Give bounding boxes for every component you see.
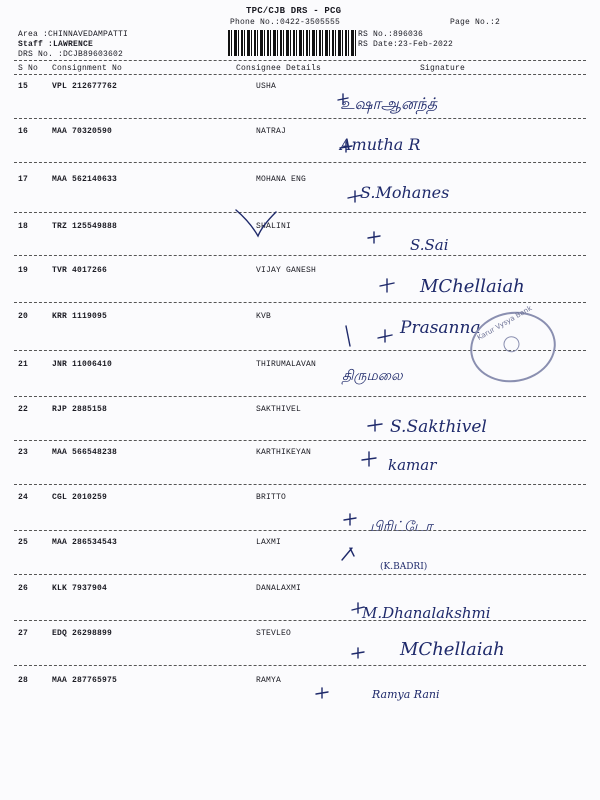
row-sno: 21 xyxy=(18,360,29,369)
row-consignee: KVB xyxy=(256,312,272,321)
row-consignment: MAA 562140633 xyxy=(52,175,118,184)
row-consignee: USHA xyxy=(256,82,277,91)
stamp-text: Karur Vysya Bank xyxy=(475,304,534,343)
signature-mark: Amutha R xyxy=(340,135,421,154)
row-consignment: JNR 11006410 xyxy=(52,360,113,369)
rs-number: RS No.:896036 xyxy=(358,30,424,39)
row-consignment: VPL 212677762 xyxy=(52,82,118,91)
tick-mark xyxy=(362,452,376,466)
column-sno: S No xyxy=(18,64,39,73)
row-consignment: TRZ 125549888 xyxy=(52,222,118,231)
row-sno: 15 xyxy=(18,82,29,91)
row-consignee: SHALINI xyxy=(256,222,292,231)
row-sno: 17 xyxy=(18,175,29,184)
signature-mark: M.Dhanalakshmi xyxy=(362,604,491,622)
column-consignment: Consignment No xyxy=(52,64,123,73)
document-title: TPC/CJB DRS - PCG xyxy=(246,6,342,16)
row-consignee: THIRUMALAVAN xyxy=(256,360,317,369)
row-consignee: VIJAY GANESH xyxy=(256,266,317,275)
signature-mark: Ramya Rani xyxy=(372,688,440,701)
row-consignment: MAA 566548238 xyxy=(52,448,118,457)
tick-mark xyxy=(352,603,364,613)
row-consignee: STEVLEO xyxy=(256,629,292,638)
row-sno: 27 xyxy=(18,629,29,638)
row-consignee: SAKTHIVEL xyxy=(256,405,302,414)
signature-mark: MChellaiah xyxy=(400,639,505,660)
signature-mark: திருமலை xyxy=(342,368,403,384)
row-consignee: LAXMI xyxy=(256,538,282,547)
row-consignment: CGL 2010259 xyxy=(52,493,108,502)
stray-pen-mark xyxy=(236,210,276,236)
row-sno: 20 xyxy=(18,312,29,321)
row-consignment: MAA 286534543 xyxy=(52,538,118,547)
tick-mark xyxy=(348,191,362,202)
area-label: Area :CHINNAVEDAMPATTI xyxy=(18,30,129,39)
tick-mark xyxy=(380,279,394,292)
tick-mark xyxy=(340,142,352,152)
tick-mark xyxy=(368,420,382,431)
row-consignment: MAA 70320590 xyxy=(52,127,113,136)
tick-mark xyxy=(352,648,364,658)
signature-mark: Prasanna xyxy=(400,318,481,338)
signature-mark: உஷாஆனந்த் xyxy=(340,94,438,113)
signature-mark: பிரிட்டோ xyxy=(370,519,433,535)
stamp-emblem xyxy=(502,335,521,354)
tick-mark xyxy=(316,688,328,698)
signature-mark: S.Mohanes xyxy=(360,183,450,202)
column-signature: Signature xyxy=(420,64,466,73)
drs-number: DRS No. :DCJB89603602 xyxy=(18,50,124,59)
tick-mark xyxy=(338,94,348,104)
signature-mark: S.Sai xyxy=(410,236,449,254)
row-consignee: RAMYA xyxy=(256,676,282,685)
row-consignment: KRR 1119095 xyxy=(52,312,108,321)
row-consignment: RJP 2885158 xyxy=(52,405,108,414)
row-sno: 28 xyxy=(18,676,29,685)
signature-mark: (K.BADRI) xyxy=(380,562,428,572)
tick-mark xyxy=(342,548,354,560)
row-sno: 24 xyxy=(18,493,29,502)
row-consignee: DANALAXMI xyxy=(256,584,302,593)
row-sno: 25 xyxy=(18,538,29,547)
signature-mark: kamar xyxy=(388,456,437,474)
row-sno: 18 xyxy=(18,222,29,231)
row-sno: 16 xyxy=(18,127,29,136)
row-sno: 26 xyxy=(18,584,29,593)
row-consignment: MAA 287765975 xyxy=(52,676,118,685)
column-consignee: Consignee Details xyxy=(236,64,322,73)
phone-number: Phone No.:0422-3505555 xyxy=(230,18,341,27)
row-sno: 23 xyxy=(18,448,29,457)
tick-mark xyxy=(346,326,392,346)
row-sno: 19 xyxy=(18,266,29,275)
row-consignee: KARTHIKEYAN xyxy=(256,448,312,457)
row-consignment: KLK 7937904 xyxy=(52,584,108,593)
staff-label: Staff :LAWRENCE xyxy=(18,40,94,49)
row-consignee: BRITTO xyxy=(256,493,287,502)
page-number: Page No.:2 xyxy=(450,18,501,27)
signature-mark: MChellaiah xyxy=(420,276,525,297)
row-consignee: NATRAJ xyxy=(256,127,287,136)
tick-mark xyxy=(368,232,380,243)
rs-date: RS Date:23-Feb-2022 xyxy=(358,40,454,49)
tick-mark xyxy=(344,514,356,525)
row-consignment: EDQ 26298899 xyxy=(52,629,113,638)
row-consignment: TVR 4017266 xyxy=(52,266,108,275)
row-consignee: MOHANA ENG xyxy=(256,175,307,184)
row-sno: 22 xyxy=(18,405,29,414)
signature-mark: S.Sakthivel xyxy=(390,417,487,437)
